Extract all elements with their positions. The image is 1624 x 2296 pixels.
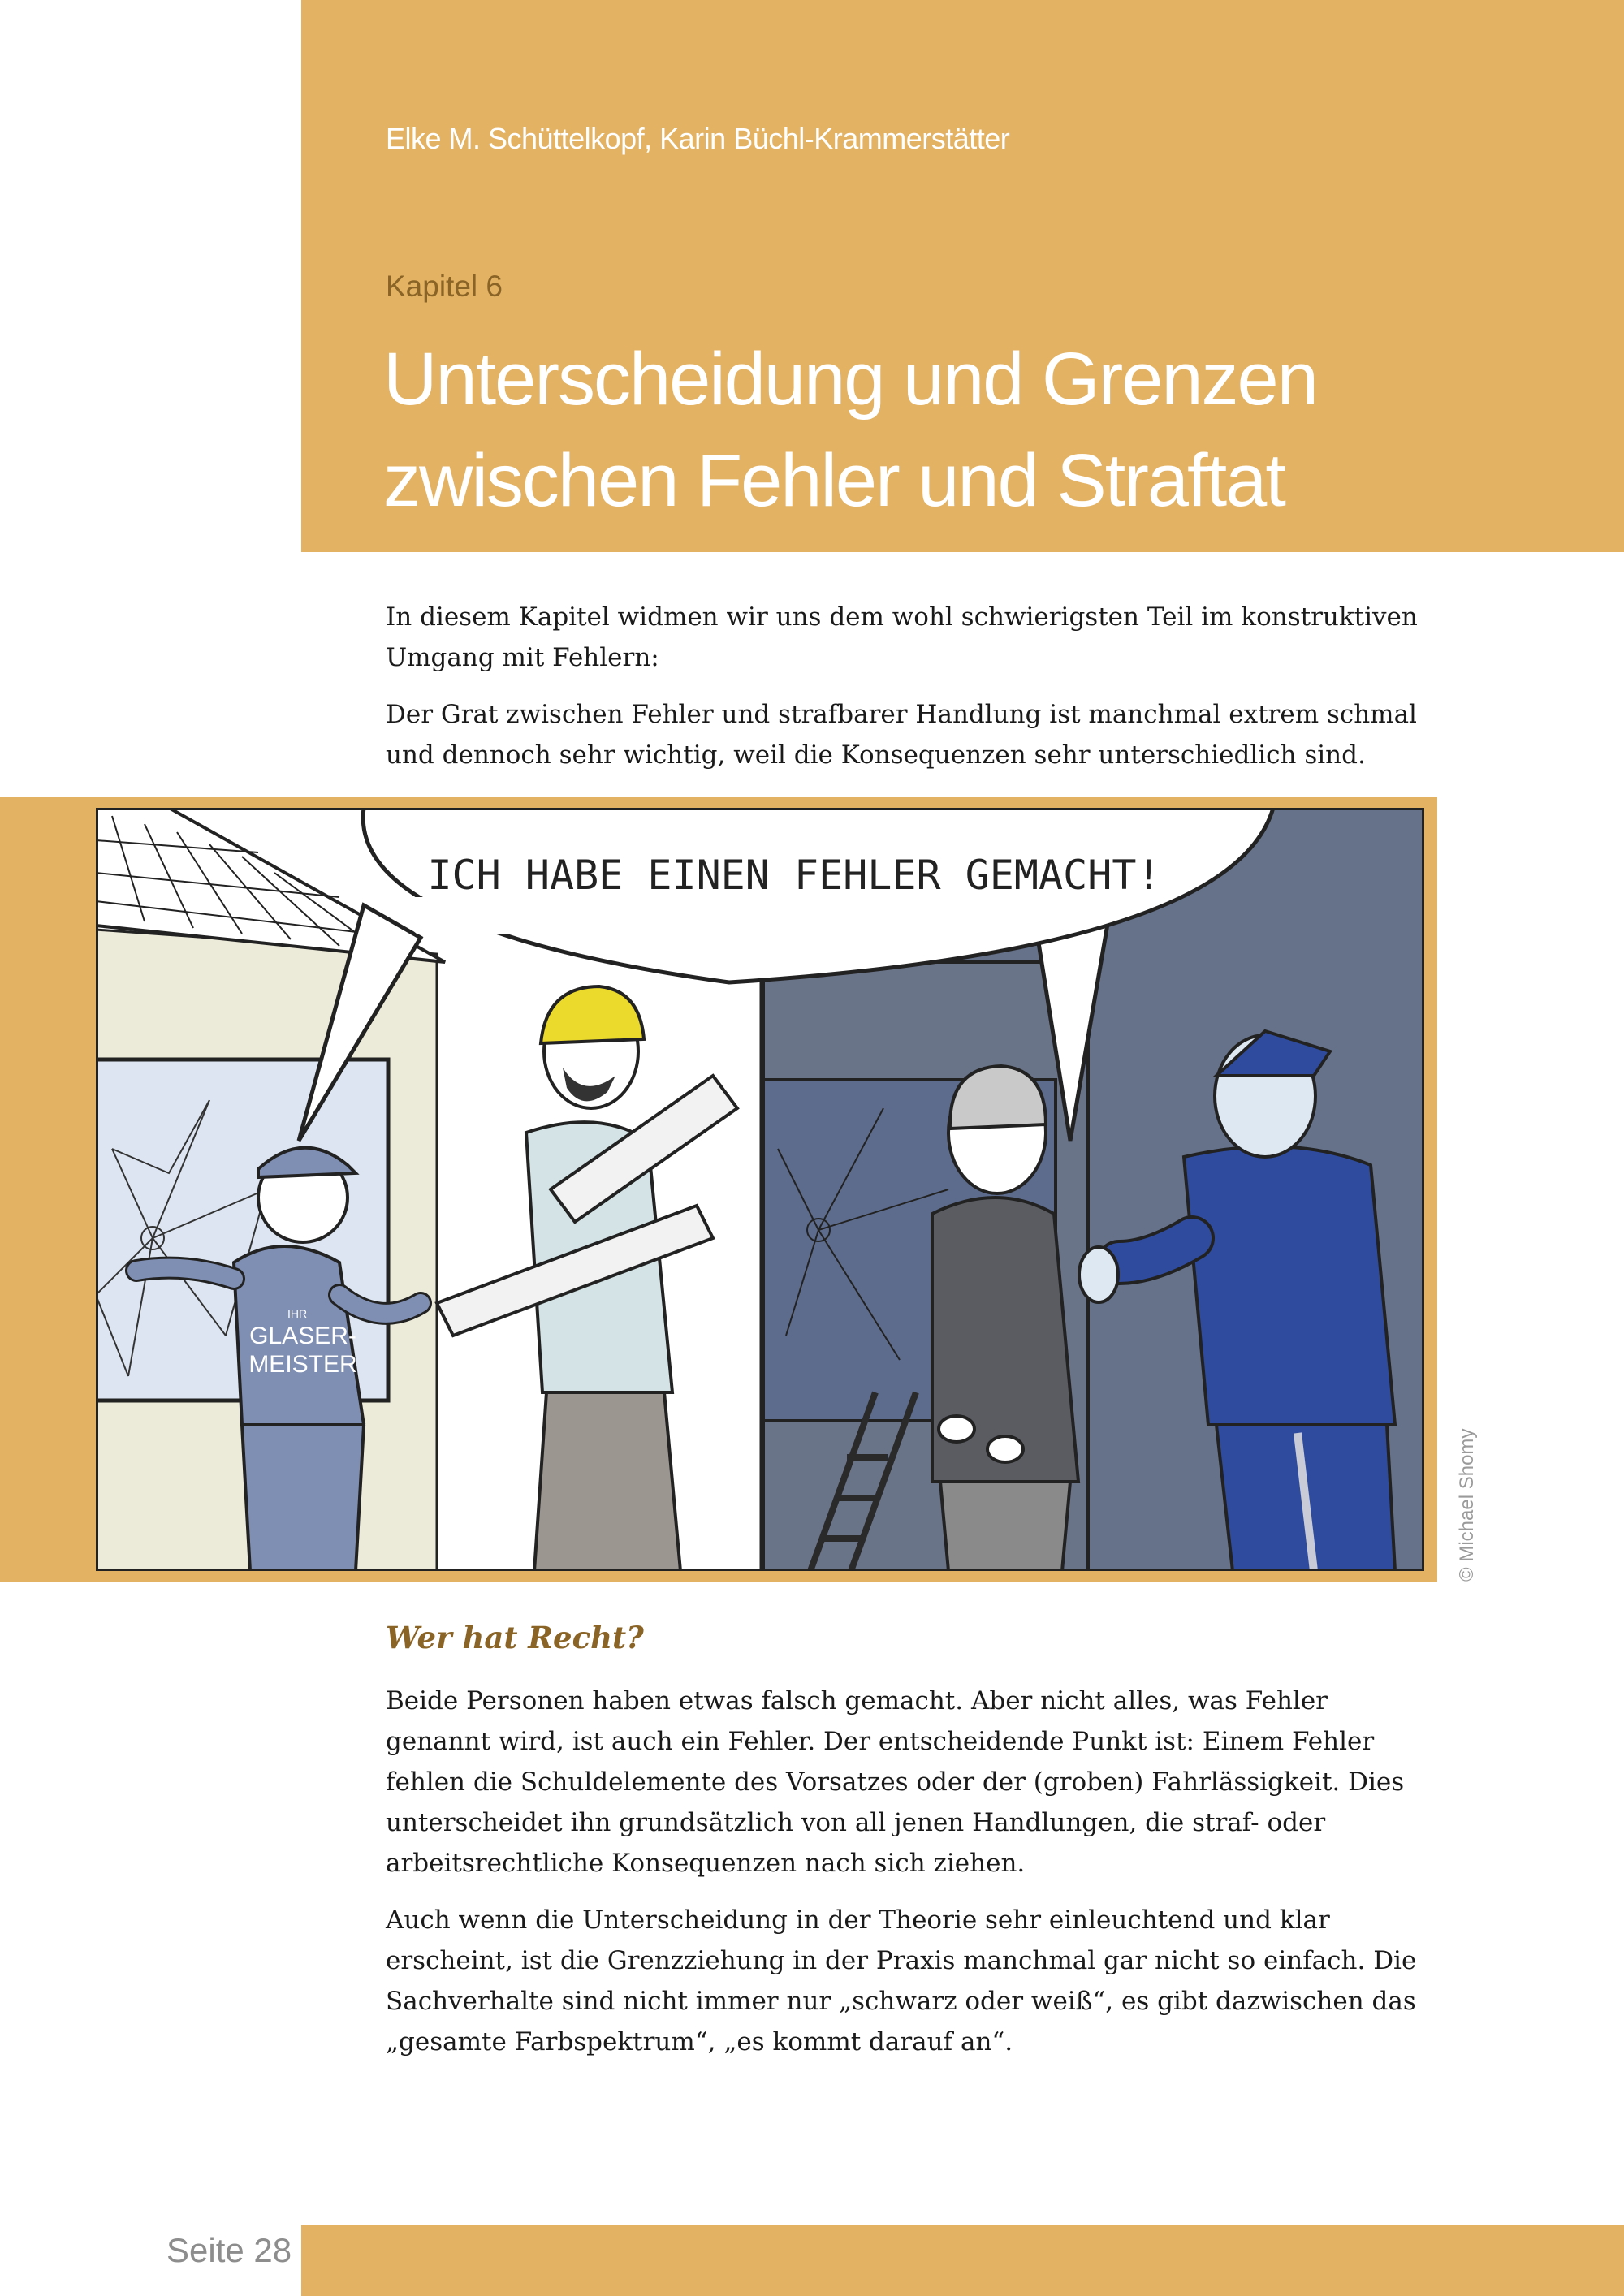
cartoon-illustration (96, 808, 1424, 1571)
section-paragraph-1: Beide Personen haben etwas falsch gemacht. Aber nicht alles, was Fehler genannt wird, ist auch ein Fehler. Der entscheidende Punkt ist: Einem Fehler fehlen die Schuldelemente des Vorsatzes oder der (groben) Fahrlässigkeit. Dies unterscheidet ihn grundsätzlich von all jenen Handlungen, die straf- oder arbeitsrechtliche Konsequenzen nach sich ziehen. (386, 1686, 1405, 1878)
chapter-title (383, 329, 1520, 532)
chapter-title-line-2: zwischen Fehler und Straftat (383, 439, 1285, 522)
chapter-title-line-1: Unterscheidung und Grenzen (383, 338, 1317, 421)
authors: Elke M. Schüttelkopf, Karin Büchl-Krammerstätter (386, 122, 1010, 155)
speech-bubble-text: ICH HABE EINEN FEHLER GEMACHT! (427, 852, 1161, 899)
intro-paragraph-2: Der Grat zwischen Fehler und strafbarer Handlung ist manchmal extrem schmal und dennoch sehr wichtig, weil die Konsequenzen sehr unterschiedlich sind. (386, 700, 1417, 770)
jacket-text-line-1: GLASER- (249, 1323, 356, 1349)
footer-band (301, 2225, 1624, 2296)
chapter-label: Kapitel 6 (386, 270, 503, 303)
intro-paragraph-1: In diesem Kapitel widmen wir uns dem wohl schwierigsten Teil im konstruktiven Umgang mit Fehlern: (386, 602, 1418, 672)
section-paragraph-2: Auch wenn die Unterscheidung in der Theorie sehr einleuchtend und klar erscheint, ist die Grenzziehung in der Praxis manchmal gar nicht so einfach. Die Sachverhalte sind nicht immer nur „schwarz oder weiß“, es gibt dazwischen das „gesamte Farbspektrum“, „es kommt darauf an“. (386, 1905, 1417, 2056)
jacket-text-small: IHR (287, 1307, 308, 1320)
image-credit: © Michael Shomy (1456, 1428, 1478, 1582)
jacket-text-line-2: MEISTER (248, 1351, 357, 1378)
section-heading: Wer hat Recht? (386, 1620, 644, 1655)
page-number: Seite 28 (166, 2231, 292, 2269)
